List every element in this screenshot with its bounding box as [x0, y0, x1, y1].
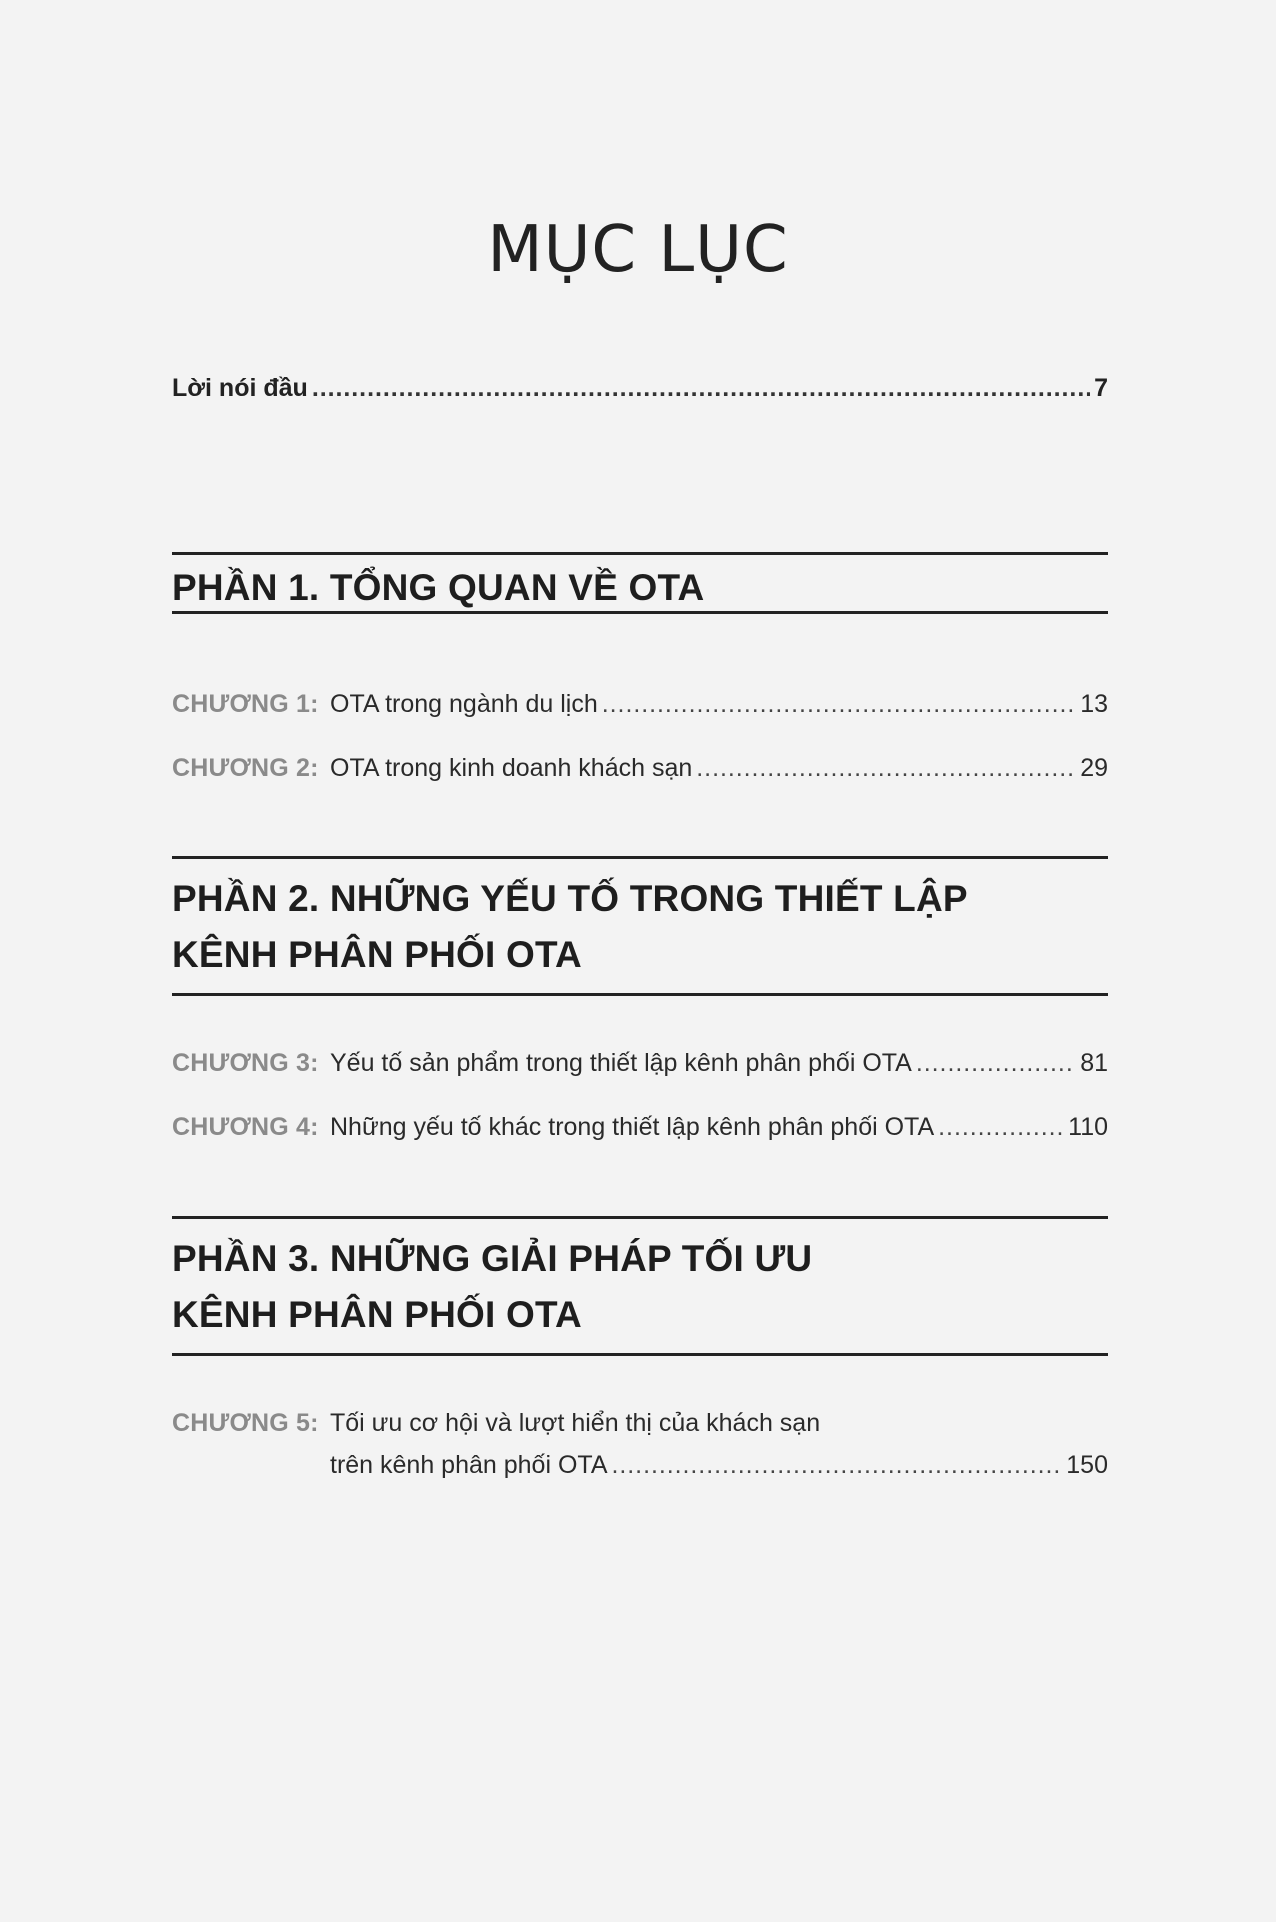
toc-entry-chapter-5[interactable]	[172, 1402, 1108, 1486]
chapter-page-number: 110	[1068, 1113, 1108, 1141]
part-1-title: PHẦN 1. TỔNG QUAN VỀ OTA	[172, 567, 705, 608]
chapter-label: CHƯƠNG 4:	[172, 1113, 319, 1141]
toc-entry-chapter-3[interactable]	[172, 1042, 1108, 1084]
chapter-label: CHƯƠNG 1:	[172, 690, 319, 718]
part-1-heading	[172, 552, 1108, 614]
chapter-title: OTA trong ngành du lịch	[330, 690, 598, 718]
dot-leader	[312, 371, 1090, 405]
chapter-page-number: 150	[1066, 1451, 1108, 1479]
toc-entry-chapter-1[interactable]	[172, 683, 1108, 725]
chapter-title: OTA trong kinh doanh khách sạn	[330, 754, 693, 782]
chapter-label: CHƯƠNG 3:	[172, 1049, 319, 1077]
chapter-title: Yếu tố sản phẩm trong thiết lập kênh phân phối OTA	[330, 1049, 912, 1077]
toc-entry-preface[interactable]	[172, 371, 1108, 405]
part-2-title-line-2: KÊNH PHÂN PHỐI OTA	[172, 934, 582, 975]
chapter-title-line-1: Tối ưu cơ hội và lượt hiển thị của khách sạn	[330, 1409, 821, 1437]
dot-leader	[696, 747, 1076, 789]
chapter-label: CHƯƠNG 5:	[172, 1409, 319, 1437]
chapter-page-number: 13	[1080, 690, 1108, 718]
preface-label: Lời nói đầu	[172, 374, 308, 402]
chapter-page-number: 29	[1080, 754, 1108, 782]
dot-leader	[612, 1444, 1063, 1486]
preface-page-number: 7	[1094, 374, 1108, 402]
part-3-title-line-2: KÊNH PHÂN PHỐI OTA	[172, 1294, 582, 1335]
dot-leader	[938, 1106, 1064, 1148]
part-2-title-line-1: PHẦN 2. NHỮNG YẾU TỐ TRONG THIẾT LẬP	[172, 878, 968, 919]
toc-entry-chapter-4[interactable]	[172, 1106, 1108, 1148]
dot-leader	[916, 1042, 1076, 1084]
dot-leader	[602, 683, 1076, 725]
chapter-title: Những yếu tố khác trong thiết lập kênh phân phối OTA	[330, 1113, 935, 1141]
chapter-title-line-2: trên kênh phân phối OTA	[330, 1451, 608, 1479]
chapter-page-number: 81	[1080, 1049, 1108, 1077]
page-title: MỤC LỤC	[487, 213, 789, 287]
chapter-label: CHƯƠNG 2:	[172, 754, 319, 782]
part-3-title-line-1: PHẦN 3. NHỮNG GIẢI PHÁP TỐI ƯU	[172, 1238, 813, 1279]
part-2-heading	[172, 856, 1108, 996]
toc-entry-chapter-2[interactable]	[172, 747, 1108, 789]
part-3-heading	[172, 1216, 1108, 1356]
